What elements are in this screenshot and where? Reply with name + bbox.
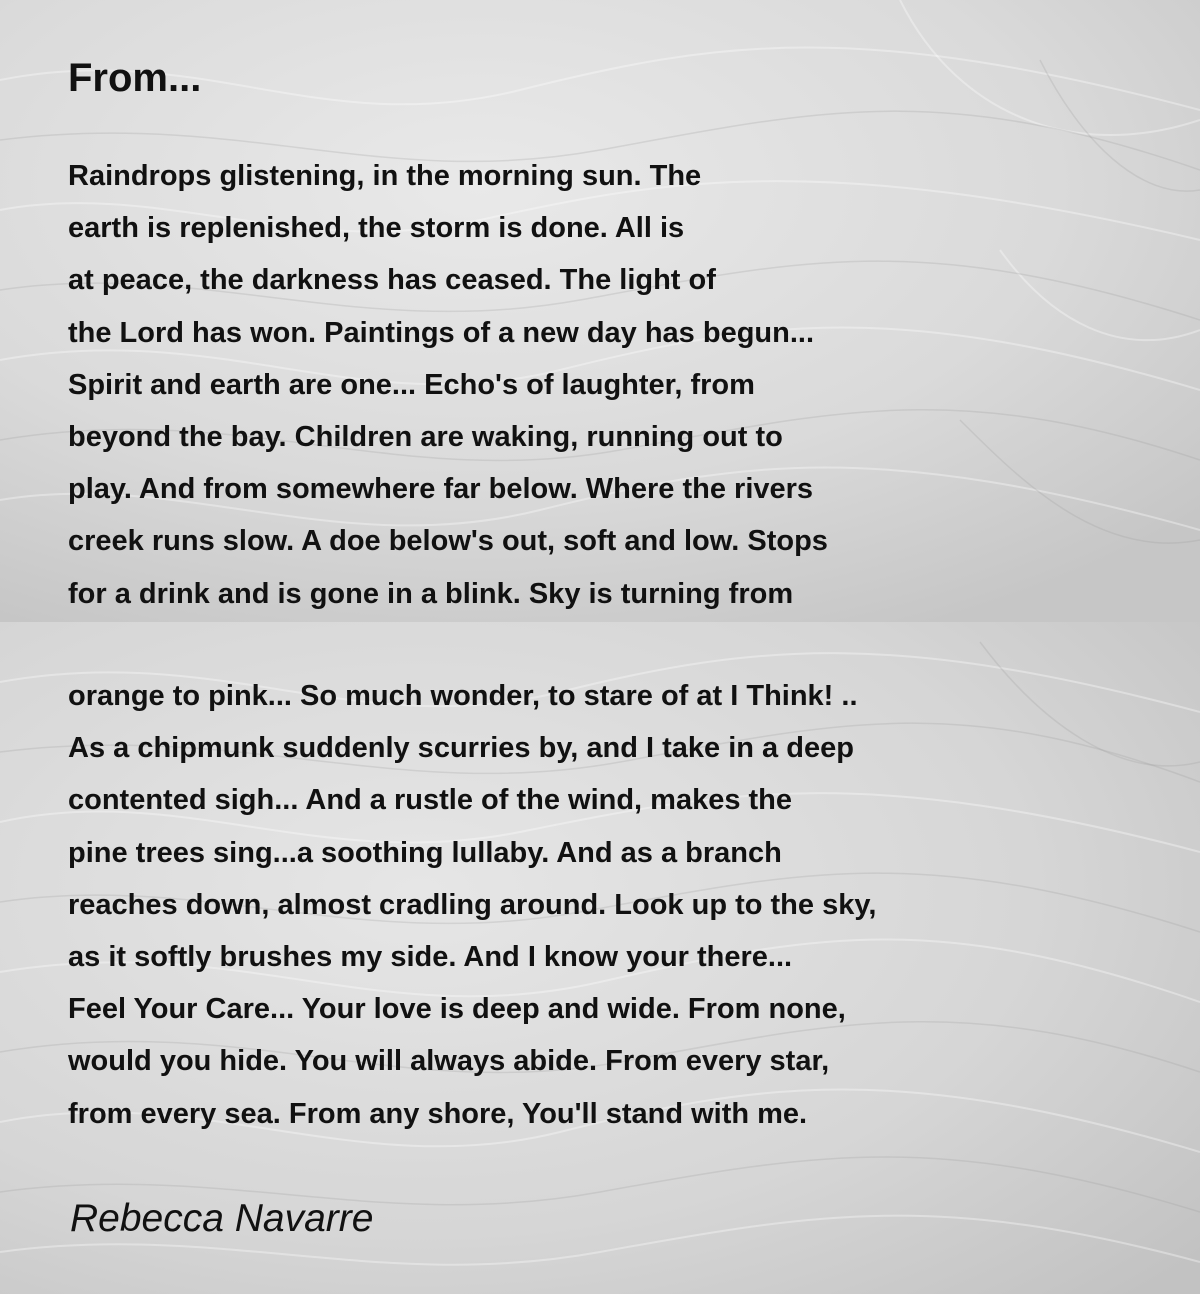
poem-line: the Lord has won. Paintings of a new day has begun... bbox=[68, 316, 815, 349]
poem-line: earth is replenished, the storm is done. All is bbox=[68, 212, 685, 245]
poem-line: As a chipmunk suddenly scurries by, and I take in a deep bbox=[68, 732, 854, 765]
poem-line: reaches down, almost cradling around. Look up to the sky, bbox=[68, 888, 877, 921]
poem-line: Raindrops glistening, in the morning sun. The bbox=[68, 160, 702, 192]
poem-stanza-2 bbox=[68, 670, 876, 1140]
poem-line: creek runs slow. A doe below's out, soft and low. Stops bbox=[68, 525, 828, 558]
poem-line: for a drink and is gone in a blink. Sky is turning from bbox=[68, 577, 794, 610]
poem-line: contented sigh... And a rustle of the wind, makes the bbox=[68, 784, 793, 817]
poem-line: Feel Your Care... Your love is deep and wide. From none, bbox=[68, 993, 846, 1026]
poem-line: Spirit and earth are one... Echo's of laughter, from bbox=[68, 368, 755, 401]
poem-line: at peace, the darkness has ceased. The light of bbox=[68, 264, 716, 297]
poem-line: orange to pink... So much wonder, to stare of at I Think! .. bbox=[68, 680, 858, 712]
poem-line: from every sea. From any shore, You'll stand with me. bbox=[68, 1097, 808, 1130]
poem-author: Rebecca Navarre bbox=[70, 1197, 374, 1240]
poem-line: play. And from somewhere far below. Where the rivers bbox=[68, 473, 814, 506]
poem-stanza-1 bbox=[68, 150, 828, 620]
poem-line: pine trees sing...a soothing lullaby. And as a branch bbox=[68, 836, 782, 869]
poem-line: as it softly brushes my side. And I know your there... bbox=[68, 940, 793, 973]
poem-line: would you hide. You will always abide. From every star, bbox=[68, 1045, 830, 1078]
poem-line: beyond the bay. Children are waking, running out to bbox=[68, 420, 783, 453]
poem-title: From... bbox=[68, 56, 202, 100]
